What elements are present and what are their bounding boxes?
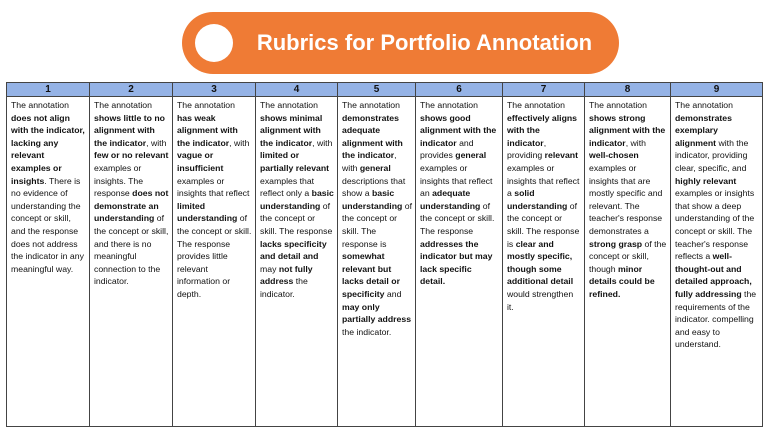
emphasis-text: basic understanding bbox=[260, 188, 334, 211]
description-row bbox=[7, 97, 763, 427]
emphasis-text: shows minimal alignment with the indicator bbox=[260, 112, 323, 148]
emphasis-text: well-thought-out and detailed approach, fully addressing bbox=[675, 251, 752, 299]
description-text: The annotation bbox=[675, 100, 733, 110]
description-text: examples or insights that reflect bbox=[177, 175, 250, 199]
header-row bbox=[7, 83, 763, 97]
emphasis-text: demonstrates adequate alignment with the indicator bbox=[342, 112, 403, 161]
description-text: and provides bbox=[420, 137, 474, 161]
level-header: 2 bbox=[90, 83, 173, 97]
description-text: examples or insights that reflect a bbox=[507, 162, 580, 199]
level-header: 7 bbox=[503, 83, 585, 97]
description-text: the indicator. bbox=[342, 326, 392, 337]
emphasis-text: adequate understanding bbox=[420, 188, 481, 211]
level-header: 8 bbox=[585, 83, 671, 97]
emphasis-text: limited understanding bbox=[177, 200, 238, 224]
level-description bbox=[90, 97, 173, 427]
description-text: descriptions that show a bbox=[342, 175, 406, 199]
description-text: of the concept or skill. The response bbox=[260, 200, 333, 236]
description-text: of the concept or skill. The response provides little relevant information or depth. bbox=[177, 213, 252, 299]
emphasis-text: relevant bbox=[544, 150, 578, 161]
rubric-table bbox=[6, 82, 763, 427]
emphasis-text: shows little to no alignment with the indicator bbox=[94, 112, 165, 148]
emphasis-text: clear and mostly specific, though some additional detail bbox=[507, 238, 574, 287]
level-description bbox=[416, 97, 503, 427]
description-text: may bbox=[260, 263, 279, 274]
emphasis-text: limited or partially relevant bbox=[260, 150, 330, 173]
level-header: 1 bbox=[7, 83, 90, 97]
description-text: and bbox=[384, 288, 402, 299]
description-text: examples that reflect only a bbox=[260, 175, 315, 199]
level-description bbox=[503, 97, 585, 427]
description-text: The annotation bbox=[420, 100, 478, 110]
emphasis-text: shows strong alignment with the indicator bbox=[589, 112, 666, 148]
emphasis-text: lacking any relevant examples or insights bbox=[11, 137, 62, 186]
level-description bbox=[173, 97, 256, 427]
description-text: , with bbox=[625, 137, 646, 148]
level-header: 4 bbox=[256, 83, 338, 97]
emphasis-text: strong grasp bbox=[589, 238, 643, 249]
emphasis-text: addresses the indicator but may lack specific detail. bbox=[420, 238, 493, 287]
circle-icon bbox=[195, 24, 233, 62]
level-description bbox=[7, 97, 90, 427]
emphasis-text: well-chosen bbox=[589, 150, 639, 161]
emphasis-text: does not demonstrate an understanding bbox=[94, 188, 169, 224]
emphasis-text: lacks specificity and detail and bbox=[260, 238, 327, 262]
level-header: 9 bbox=[671, 83, 763, 97]
description-text: The annotation bbox=[589, 100, 647, 110]
description-text: the requirements of the indicator. compelling and easy to understand. bbox=[675, 288, 757, 350]
description-text: The annotation bbox=[260, 100, 318, 110]
title-banner bbox=[182, 12, 619, 74]
emphasis-text: not fully address bbox=[260, 263, 313, 287]
emphasis-text: shows good alignment with the indicator bbox=[420, 112, 497, 148]
description-text: examples or insights that show a deep understanding of the concept or skill. The teacher's response reflects a bbox=[675, 188, 755, 262]
description-text: The annotation bbox=[177, 100, 235, 110]
description-text: , with bbox=[342, 150, 397, 173]
emphasis-text: has weak alignment with the indicator bbox=[177, 112, 238, 148]
description-text: of the concept or skill. The response is bbox=[342, 200, 413, 249]
description-text: examples or insights that reflect an bbox=[420, 162, 493, 199]
emphasis-text: does not align with the indicator, bbox=[11, 112, 85, 136]
description-text: , providing bbox=[507, 137, 547, 161]
emphasis-text: minor details could be refined. bbox=[589, 263, 655, 299]
emphasis-text: may only partially address bbox=[342, 301, 412, 325]
level-description bbox=[671, 97, 763, 427]
emphasis-text: general bbox=[455, 150, 487, 161]
description-text: of the concept or skill, though bbox=[589, 238, 667, 274]
description-text: , with bbox=[146, 137, 167, 148]
level-description bbox=[585, 97, 671, 427]
emphasis-text: basic understanding bbox=[342, 188, 403, 211]
description-text: The annotation bbox=[11, 100, 69, 110]
level-description bbox=[256, 97, 338, 427]
level-header: 3 bbox=[173, 83, 256, 97]
description-text: The annotation bbox=[507, 100, 565, 110]
description-text: The annotation bbox=[342, 100, 400, 110]
description-text: of the concept or skill. The response is bbox=[507, 200, 580, 249]
description-text: would strengthen it. bbox=[507, 288, 574, 312]
level-header: 5 bbox=[338, 83, 416, 97]
emphasis-text: somewhat relevant but lacks detail or specificity bbox=[342, 251, 400, 299]
emphasis-text: effectively aligns with the indicator bbox=[507, 112, 578, 148]
emphasis-text: vague or insufficient bbox=[177, 150, 224, 173]
description-text: , with bbox=[229, 137, 250, 148]
level-description bbox=[338, 97, 416, 427]
description-text: . There is no evidence of understanding the concept or skill, and the response does not address the indicator in any meaningful way. bbox=[11, 175, 84, 274]
emphasis-text: few or no relevant bbox=[94, 150, 169, 161]
description-text: of the concept or skill. The response bbox=[420, 200, 495, 236]
description-text: examples or insights. The response bbox=[94, 162, 144, 199]
description-text: with the indicator, providing clear, specific, and bbox=[675, 137, 749, 173]
level-header: 6 bbox=[416, 83, 503, 97]
emphasis-text: demonstrates exemplary alignment bbox=[675, 112, 732, 148]
emphasis-text: solid understanding bbox=[507, 188, 568, 211]
description-text: examples or insights that are mostly specific and relevant. The teacher's response demonstrates a bbox=[589, 162, 663, 236]
emphasis-text: general bbox=[359, 162, 391, 173]
description-text: The annotation bbox=[94, 100, 152, 110]
description-text: of the concept or skill, and there is no meaningful connection to the indicator. bbox=[94, 213, 169, 287]
description-text: the indicator. bbox=[260, 276, 308, 299]
emphasis-text: highly relevant bbox=[675, 175, 737, 186]
page-title: Rubrics for Portfolio Annotation bbox=[256, 30, 593, 55]
description-text: , with bbox=[312, 137, 333, 148]
